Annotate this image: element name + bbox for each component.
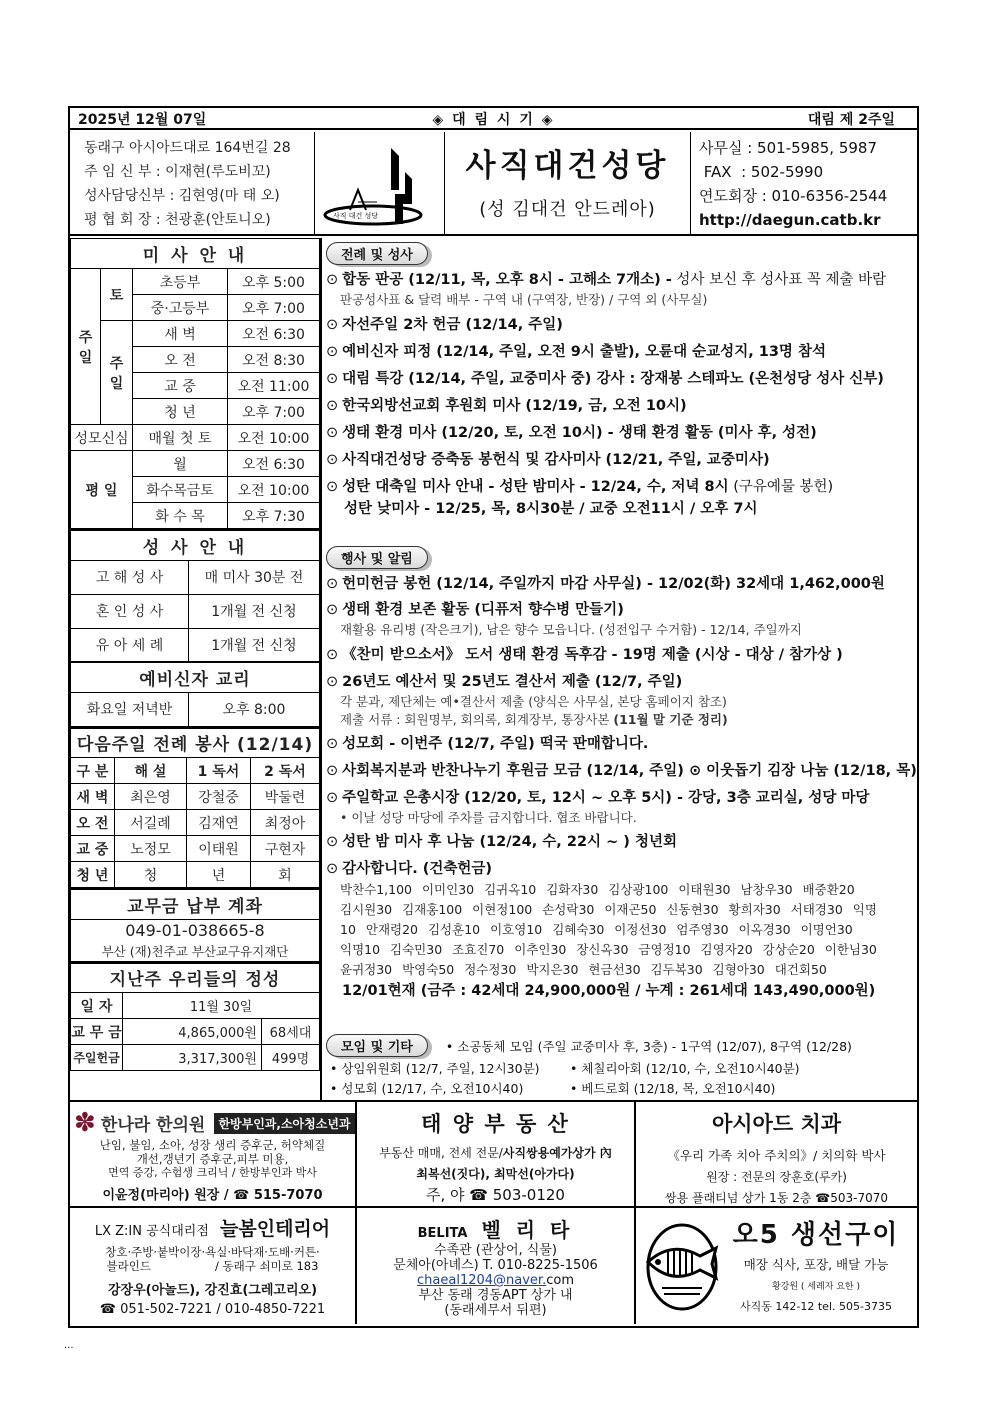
list-item: ⊙ 헌미헌금 봉헌 (12/14, 주일까지 마감 사무실) - 12/02(화) 32세대 1,462,000원: [326, 576, 885, 592]
bullet-icon: ⊙: [326, 479, 339, 495]
weekday-label: 평 일: [71, 451, 133, 529]
item-note: 각 분과, 제단체는 예•결산서 제출 (양식은 사무실, 본당 홈페이지 참조): [340, 694, 727, 709]
meeting-item: • 소공동체 모임 (주일 교중미사 후, 3층) - 1구역 (12/07), 8구역 (12/28): [445, 1039, 852, 1054]
list-item: ⊙ 《찬미 받으소서》 도서 생태 환경 독후감 - 19명 제출 (시상 - 대상 / 참가상 ): [326, 647, 843, 663]
list-item: ⊙ 감사합니다. (건축헌금): [326, 861, 493, 877]
left-column: [70, 238, 320, 1071]
meetings-section: [322, 1034, 919, 1099]
church-staff: [70, 132, 315, 236]
bullet-icon: ⊙: [326, 425, 339, 441]
top-bar: [70, 108, 917, 130]
sacrament-value: 1개월 전 신청: [189, 628, 320, 662]
list-item: ⊙ 생태 환경 보존 활동 (디퓨저 향수병 만들기): [326, 602, 624, 618]
table-row: [71, 784, 320, 810]
column-header: 2 독서: [251, 758, 320, 784]
email-link[interactable]: chaeal1204@naver.: [417, 1273, 547, 1288]
offering-table: [70, 962, 320, 1072]
donation-summary: 12/01현재 (금주 : 42세대 24,900,000원 / 누계 : 261세대 143,490,000원): [342, 983, 876, 999]
item-note: 판공성사표 & 달력 배부 - 구역 내 (구역장, 반장) / 구역 외 (사무실): [340, 292, 708, 307]
sunday-offering-amount: 3,317,300원: [123, 1045, 262, 1071]
bullet-icon: ⊙: [326, 763, 339, 779]
liturgical-season: ◈ 대 림 시 기 ◈: [432, 112, 555, 128]
list-item: ⊙ 주일학교 은총시장 (12/20, 토, 12시 ~ 오후 5시) - 강당, 3층 교리실, 성당 마당: [326, 790, 870, 806]
item-note: 재활용 유리병 (작은크기), 남은 향수 모읍니다. (성전입구 수거함) - 12/14, 주일까지: [340, 622, 802, 637]
meetings-section-label: 모임 및 기타: [326, 1034, 428, 1057]
bullet-icon: ⊙: [326, 576, 339, 592]
dues-label: 교 무 금: [71, 1019, 123, 1045]
attendance-count: 499명: [262, 1045, 320, 1071]
sacrament-name: 혼 인 성 사: [71, 594, 189, 628]
cell: 강철중: [187, 784, 251, 810]
catechumen-class: 화요일 저녁반: [71, 692, 189, 726]
ad-hanara-clinic: ✽ 한나라 한의원 한방부인과,소아청소년과 난임, 불임, 소아, 성장 생리 증후군, 허약체질 개선,갱년기 증후군,피부 미용, 면역 증강, 수험생 크리닉 / 한방부인과 박사 이윤정(마리아) 원장 / ☎ 515-7070: [70, 1102, 357, 1206]
table-row: [71, 810, 320, 836]
bullet-icon: ⊙: [326, 344, 339, 360]
bullet-icon: ⊙: [326, 674, 339, 690]
ad-taeyang-realty: 태 양 부 동 산 부동산 매매, 전세 전문/사직쌍용예가상가 內 최복선(짓다), 최막선(아가다) 주, 야 ☎ 503-0120: [357, 1102, 636, 1206]
column-header: 해 설: [115, 758, 187, 784]
cell: 최은영: [115, 784, 187, 810]
ad-belita-aquarium: BELITA 벨 리 타 수족관 (관상어, 식물) 문체아(아녜스) T. 010-8225-1506 chaeal1204@naver.com 부산 동래 경동APT 상가 내 (동래세무서 뒤편): [357, 1206, 636, 1324]
church-title: [445, 132, 691, 236]
list-item: ⊙ 대림 특강 (12/14, 주일, 교중미사 중) 강사 : 장재봉 스테파노 (온천성당 성사 신부): [326, 371, 884, 387]
marian-label: 성모신심: [71, 425, 133, 451]
mass-time: 오후 7:00: [228, 399, 320, 425]
bullet-icon: ⊙: [326, 398, 339, 414]
liturgical-week: 대림 제 2주일: [807, 112, 895, 128]
office-phone: 사무실 : 501-5985, 5987: [699, 139, 877, 157]
meeting-item: • 베드로회 (12/18, 목, 오전10시40): [570, 1081, 776, 1096]
bullet-icon: ⊙: [326, 602, 339, 618]
mass-time: 오전 6:30: [228, 451, 320, 477]
meeting-item: • 체칠리아회 (12/10, 수, 오전10시40분): [570, 1061, 800, 1076]
mass-title: 미 사 안 내: [71, 239, 320, 269]
catechumen-time: 오후 8:00: [189, 692, 320, 726]
item-note: 제출 서류 : 회원명부, 회의록, 회계장부, 통장사본 (11월 말 기준 정리): [340, 712, 728, 727]
cell: 회: [251, 862, 320, 888]
donor-list: 박찬수1,100 이미인30 김귀옥10 김화자30 김상광100 이태원30 남창우30 배중환20 김시원30 김재홍100 이현정100 손성락30 이재곤50 신동현30 황희자30 서태경30 익명 10 안재령20 김성훈10 이호영10 김혜숙30 이정선30 엄주영30 이옥경30 이명언30 익명10 김숙민30 조효진70 이추인30 장신옥30 금영정10 김영자20 강상순20 이한님30 윤귀정30 박영숙50 정수정30 박지은30 현금선30 김두복30 김형아30 대건회50: [340, 882, 877, 977]
mass-time: 오전 8:30: [228, 347, 320, 373]
bullet-icon: ⊙: [326, 272, 339, 288]
mass-name: 초등부: [133, 269, 228, 295]
sunday-offering-label: 주일헌금: [71, 1045, 123, 1071]
cell: 구현자: [251, 836, 320, 862]
list-item: ⊙ 성탄 대축일 미사 안내 - 성탄 밤미사 - 12/24, 수, 저녁 8시 (구유예물 봉헌): [326, 479, 834, 495]
flower-icon: ✽: [74, 1108, 96, 1138]
bullet-icon: ⊙: [326, 371, 339, 387]
offering-date: 11월 30일: [123, 993, 320, 1019]
mass-time: 오전 10:00: [228, 425, 320, 451]
cell: 노정모: [115, 836, 187, 862]
events-section-label: 행사 및 알림: [326, 546, 428, 569]
bulletin-date: 2025년 12월 07일: [78, 112, 207, 128]
mass-name: 새 벽: [133, 321, 228, 347]
ad-o5-grilled-fish: 오5 생선구이 매장 식사, 포장, 배달 가능 황강원 ( 세례자 요한 ) 사직동 142-12 tel. 505-3735: [636, 1206, 917, 1324]
sacraments-title: 성 사 안 내: [71, 530, 320, 560]
mass-name: 중·고등부: [133, 295, 228, 321]
liturgy-title: 다음주일 전례 봉사 (12/14): [71, 728, 320, 758]
mass-name: 매월 첫 토: [133, 425, 228, 451]
bullet-icon: ⊙: [326, 736, 339, 752]
youth-phone: 연도회장 : 010-6356-2544: [699, 187, 888, 205]
list-item: ⊙ 예비신자 피정 (12/14, 주일, 오전 9시 출발), 오륜대 순교성지, 13명 참석: [326, 344, 827, 360]
list-item: ⊙ 성모회 - 이번주 (12/7, 주일) 떡국 판매합니다.: [326, 736, 649, 752]
cell: 오 전: [71, 810, 115, 836]
assistant-priest: 성사담당신부 : 김현영(마 태 오): [84, 188, 280, 204]
cell: 청 년: [71, 862, 115, 888]
account-holder: 부산 (재)천주교 부산교구유지재단: [71, 941, 320, 961]
ad-asiad-dental: 아시아드 치과 《우리 가족 치아 주치의》/ 치의학 박사 원장 : 전문의 장훈호(루카) 쌍용 플래티넘 상가 1동 2층 ☎503-7070: [665, 1112, 888, 1205]
footer-mark: ...: [64, 1340, 74, 1351]
bullet-icon: ⊙: [326, 647, 339, 663]
mass-name: 월: [133, 451, 228, 477]
website-link[interactable]: http://daegun.catb.kr: [699, 211, 881, 229]
date-label: 일 자: [71, 993, 123, 1019]
list-item: ⊙ 생태 환경 미사 (12/20, 토, 오전 10시) - 생태 환경 활동 (미사 후, 성전): [326, 425, 817, 441]
mass-name: 청 년: [133, 399, 228, 425]
item-note: • 이날 성당 마당에 주차를 금지합니다. 협조 바랍니다.: [340, 810, 637, 825]
offering-title: 지난주 우리들의 정성: [71, 963, 320, 993]
church-logo-icon: [315, 132, 445, 236]
church-header: [70, 132, 917, 236]
account-number: 049-01-038665-8: [71, 919, 320, 941]
mass-name: 오 전: [133, 347, 228, 373]
church-logo: [315, 132, 445, 236]
mass-time: 오전 10:00: [228, 477, 320, 503]
bullet-icon: ⊙: [326, 452, 339, 468]
cell: 청: [115, 862, 187, 888]
meeting-item: • 성모회 (12/17, 수, 오전10시40): [330, 1081, 524, 1096]
mass-time: 오전 6:30: [228, 321, 320, 347]
council-president: 평 협 회 장 : 천광훈(안토니오): [84, 212, 271, 228]
item-continuation: 성탄 낮미사 - 12/25, 목, 8시30분 / 교중 오전11시 / 오후 7시: [344, 501, 758, 517]
account-table: [70, 888, 320, 962]
bullet-icon: ⊙: [326, 317, 339, 333]
list-item: ⊙ 사직대건성당 증축동 봉헌식 및 감사미사 (12/21, 주일, 교중미사): [326, 452, 770, 468]
mass-name: 교 중: [133, 373, 228, 399]
sacrament-name: 고 해 성 사: [71, 560, 189, 594]
account-title: 교무금 납부 계좌: [71, 889, 320, 919]
liturgy-service-table: [70, 727, 320, 889]
sacrament-name: 유 아 세 례: [71, 628, 189, 662]
sunday-label: 주 일: [71, 269, 101, 425]
sunday-sub-label: 주 일: [101, 321, 133, 425]
right-column: [320, 238, 917, 1100]
cell: 서길례: [115, 810, 187, 836]
church-patron: (성 김대건 안드레아): [479, 199, 656, 220]
mass-schedule-table: [70, 238, 320, 529]
cell: 교 중: [71, 836, 115, 862]
mass-name: 화수목금토: [133, 477, 228, 503]
specialty-badge: 한방부인과,소아청소년과: [214, 1113, 354, 1134]
pastor: 주 임 신 부 : 이재현(루도비꼬): [84, 164, 271, 180]
cell: 김재연: [187, 810, 251, 836]
events-section: [322, 546, 919, 1002]
table-row: [71, 836, 320, 862]
cell: 이태원: [187, 836, 251, 862]
fish-icon: [642, 1222, 722, 1312]
list-item: ⊙ 합동 판공 (12/11, 목, 오후 8시 - 고해소 7개소) - 성사 보신 후 성사표 꼭 제출 바람: [326, 272, 887, 288]
dues-amount: 4,865,000원: [123, 1019, 262, 1045]
sacrament-value: 1개월 전 신청: [189, 594, 320, 628]
list-item: ⊙ 자선주일 2차 헌금 (12/14, 주일): [326, 317, 563, 333]
cell: 최정아: [251, 810, 320, 836]
bulletin-page: [68, 106, 919, 1328]
dues-households: 68세대: [262, 1019, 320, 1045]
liturgy-section: [322, 242, 919, 520]
column-header: 구 분: [71, 758, 115, 784]
saturday-label: 토: [101, 269, 133, 321]
advertisements: [70, 1100, 917, 1326]
list-item: ⊙ 사회복지분과 반찬나누기 후원금 모금 (12/14, 주일) ⊙ 이웃돕기 김장 나눔 (12/18, 목): [326, 763, 917, 779]
fax-number: FAX : 502-5990: [699, 163, 824, 181]
list-item: ⊙ 성탄 밤 미사 후 나눔 (12/24, 수, 22시 ~ ) 청년회: [326, 834, 677, 850]
church-contacts: [693, 132, 917, 236]
catechumen-title: 예비신자 교리: [71, 662, 320, 692]
mass-time: 오전 11:00: [228, 373, 320, 399]
bullet-icon: ⊙: [326, 834, 339, 850]
liturgy-section-label: 전례 및 성사: [326, 242, 428, 265]
sacraments-table: [70, 529, 320, 727]
mass-time: 오후 7:30: [228, 503, 320, 529]
bullet-icon: ⊙: [326, 861, 339, 877]
mass-time: 오후 5:00: [228, 269, 320, 295]
mass-time: 오후 7:00: [228, 295, 320, 321]
column-header: 1 독서: [187, 758, 251, 784]
sacrament-value: 매 미사 30분 전: [189, 560, 320, 594]
cell: 박둘련: [251, 784, 320, 810]
list-item: ⊙ 한국외방선교회 후원회 미사 (12/19, 금, 오전 10시): [326, 398, 687, 414]
meeting-item: • 상임위원회 (12/7, 주일, 12시30분): [330, 1061, 540, 1076]
church-address: 동래구 아시아드대로 164번길 28: [84, 140, 291, 156]
ad-neulbom-interior: LX Z:IN 공식대리점 늘봄인테리어 창호·주방·붙박이장·욕실·바닥재·도배·커튼· 블라인드 / 동래구 쇠미로 183 강장우(아놀드), 강진효(그레고리오) ☎ 051-502-7221 / 010-4850-7221: [70, 1206, 357, 1324]
church-name: 사직대건성당: [465, 148, 670, 184]
bullet-icon: ⊙: [326, 790, 339, 806]
list-item: ⊙ 26년도 예산서 및 25년도 결산서 제출 (12/7, 주일): [326, 674, 683, 690]
cell: 새 벽: [71, 784, 115, 810]
svg-text:사직 대건 성당: 사직 대건 성당: [333, 212, 379, 220]
mass-name: 화 수 목: [133, 503, 228, 529]
table-row: [71, 862, 320, 888]
cell: 년: [187, 862, 251, 888]
